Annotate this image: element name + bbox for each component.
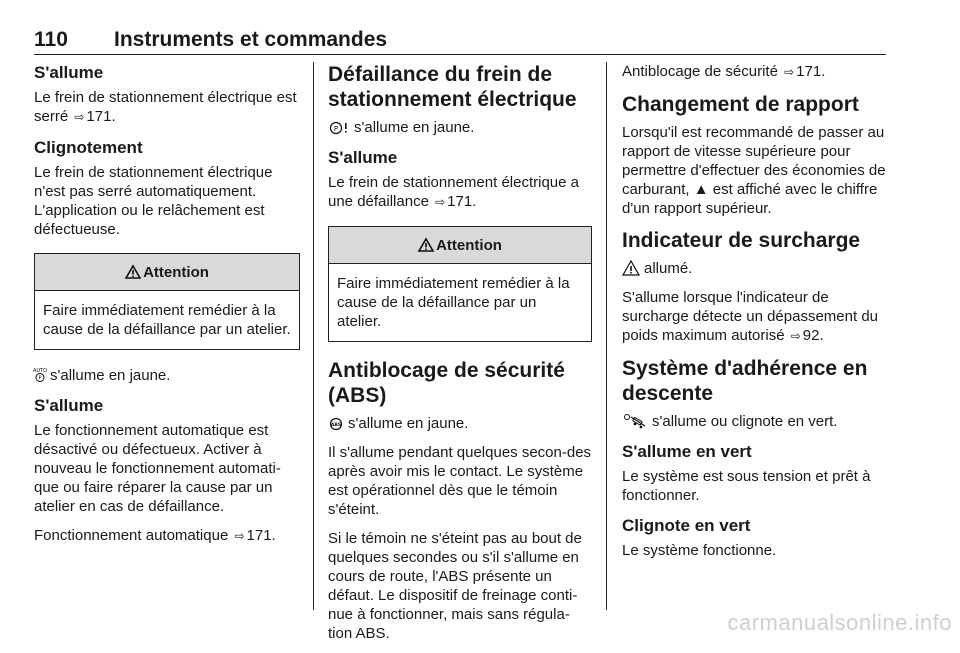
section-title: Changement de rapport [622,93,859,116]
svg-text:ABS: ABS [330,423,342,428]
parking-brake-fault-icon [328,121,350,135]
column-divider [313,62,314,610]
section-title: Antiblocage de sécurité (ABS) [328,359,565,407]
page-ref[interactable]: 171. [796,63,826,80]
paragraph: Le fonctionnement automatique est désactivé ou défectueux. Activer à nouveau le fonctionnement automati-que ou faire réparer la cause par un atelier en cas de défaillance. [34,422,281,515]
paragraph: Lorsqu'il est recommandé de passer au rapport de vitesse supérieure pour permettre d'effectuer des économies de carburant, ▲ est affiché avec le chiffre d'un rapport supérieur. [622,124,886,217]
attention-box [328,226,592,342]
column-3 [622,62,888,570]
section-heading: S'allume en vert [622,442,752,461]
paragraph: allumé. [622,259,888,278]
paragraph: Il s'allume pendant quelques secon-des après avoir mis le contact. Le système est opérationnel dès que le témoin s'éteint. [328,444,592,518]
paragraph: Le système est sous tension et prêt à fonctionner. [622,468,871,504]
section-heading: S'allume [34,396,104,415]
page-ref-icon: ⇨ [790,329,801,343]
paragraph: Le frein de stationnement électrique est serré ⇨ 171. [34,89,297,125]
section-heading: S'allume [34,63,104,82]
page-ref-icon: ⇨ [784,65,795,79]
attention-text: Faire immédiatement remédier à la cause de la défaillance par un atelier. [337,275,570,330]
svg-text:P: P [333,125,339,133]
overload-warning-icon [622,260,640,276]
page-ref[interactable]: 171. [246,527,276,544]
page-ref-icon: ⇨ [74,110,85,124]
section-heading: Clignotement [34,138,143,157]
paragraph: P s'allume en jaune. [328,118,592,137]
section-title: Système d'adhérence en descente [622,357,868,405]
page-ref[interactable]: 171. [86,108,116,125]
paragraph: Antiblocage de sécurité ⇨ 171. [622,63,826,80]
auto-parking-brake-icon [34,367,46,383]
section-title: Indicateur de surcharge [622,229,861,252]
paragraph: Le système fonctionne. [622,542,777,559]
paragraph: AUTO P s'allume en jaune. [32,367,171,384]
warning-triangle-icon [125,265,141,279]
paragraph: Le frein de stationnement électrique a une défaillance ⇨ 171. [328,174,579,210]
paragraph: S'allume lorsque l'indicateur de surcharge détecte un dépassement du poids maximum autorisé ⇨ 92. [622,289,879,344]
attention-box [34,253,300,350]
page-ref[interactable]: 171. [447,193,477,210]
attention-header: Attention [35,254,299,291]
paragraph: s'allume ou clignote en vert. [622,412,888,431]
header-divider [34,54,886,55]
section-heading: Clignote en vert [622,516,751,535]
column-2 [328,62,592,653]
warning-triangle-icon [418,238,434,252]
svg-text:AUTO: AUTO [32,368,48,374]
page-number: 110 [34,28,68,51]
page-ref[interactable]: 92. [802,327,824,344]
svg-text:P: P [38,375,42,382]
column-divider [606,62,607,610]
column-1 [34,62,300,556]
attention-header: Attention [329,227,591,264]
page-ref-icon: ⇨ [435,195,446,209]
page-title: Instruments et commandes [114,28,388,51]
paragraph: ABS s'allume en jaune. [328,414,592,433]
hill-descent-icon [622,413,648,429]
section-title: Défaillance du frein de stationnement électrique [328,63,577,111]
shift-up-arrow-icon: ▲ [693,181,709,198]
paragraph: Fonctionnement automatique ⇨ 171. [34,527,276,544]
paragraph: Si le témoin ne s'éteint pas au bout de quelques secondes ou s'il s'allume en cours de route, l'ABS présente un défaut. Le dispositif de freinage conti-nue à fonctionner, mais sans régula-tion ABS. [328,530,582,642]
page-header [34,28,886,52]
section-heading: S'allume [328,148,398,167]
paragraph: Le frein de stationnement électrique n'est pas serré automatiquement. L'application ou le relâchement est défectueuse. [34,164,273,238]
watermark: carmanualsonline.info [727,610,952,635]
attention-text: Faire immédiatement remédier à la cause de la défaillance par un atelier. [43,302,291,338]
abs-icon [328,417,344,431]
page-ref-icon: ⇨ [234,529,245,543]
